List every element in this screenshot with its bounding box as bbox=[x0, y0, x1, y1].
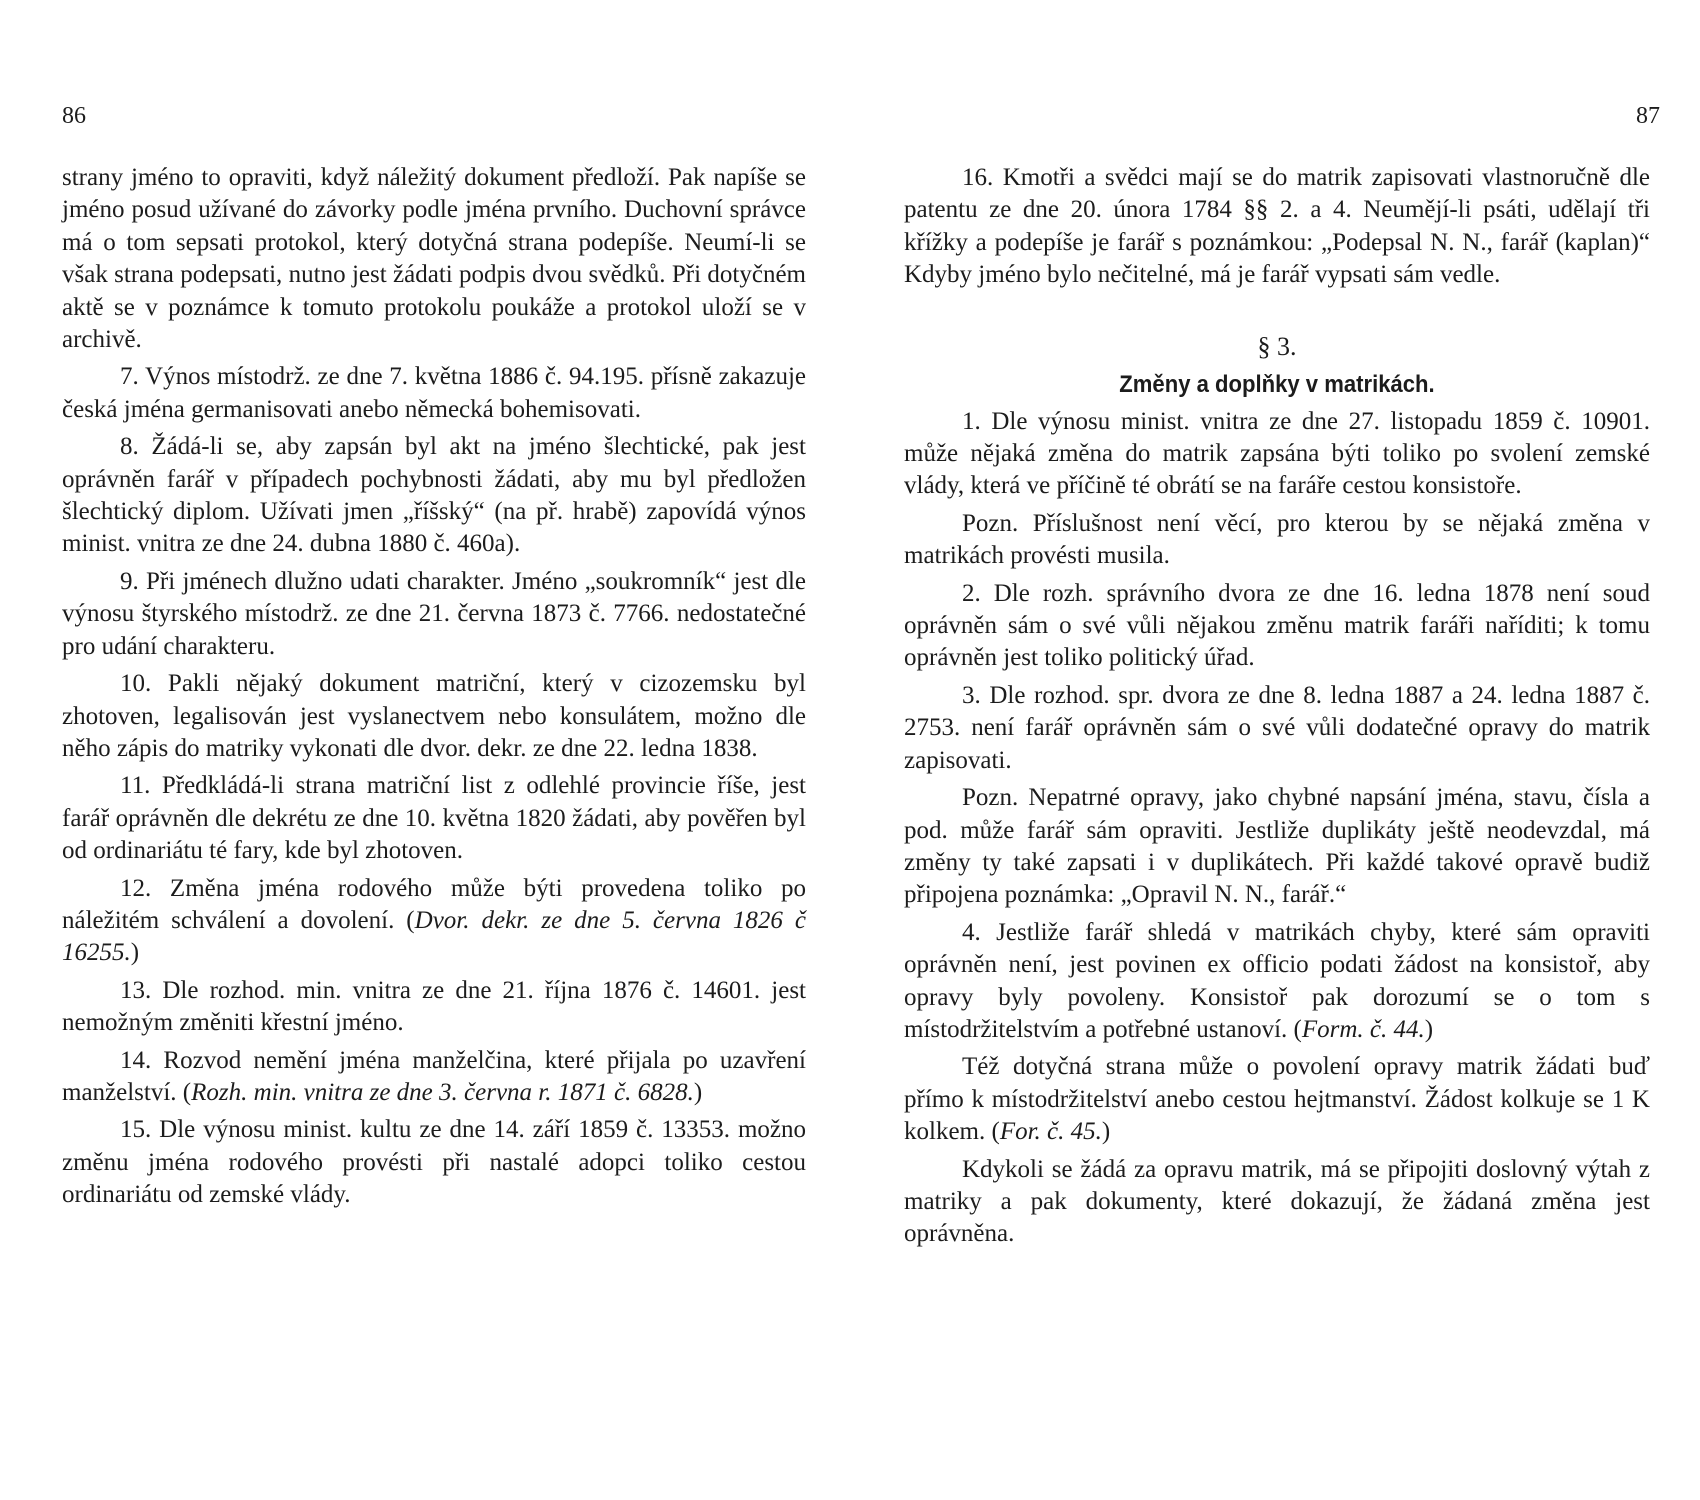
citation: Rozh. min. vnitra ze dne 3. června r. 1871 č. 6828. bbox=[191, 1078, 694, 1106]
note-paragraph: Pozn. Příslušnost není věcí, pro kterou by se nějaká změna v matrikách provésti musila. bbox=[904, 509, 1650, 570]
paragraph-10: 10. Pakli nějaký dokument matriční, který v cizozemsku byl zhotoven, legalisován jest vyslanectvem nebo konsulátem, možno dle něho zápis do matriky vykonati dle dvor. dekr. ze dne 22. ledna 1838. bbox=[62, 670, 806, 762]
paragraph-13: 13. Dle rozhod. min. vnitra ze dne 21. října 1876 č. 14601. jest nemožným změniti křestní jméno. bbox=[62, 976, 806, 1037]
citation: For. č. 45. bbox=[999, 1118, 1102, 1146]
paragraph-14-text: 14. Rozvod nemění jména manželčina, které přijala po uzavření manželství. ( bbox=[62, 1046, 806, 1106]
paragraph-tez-end: ) bbox=[1101, 1118, 1111, 1146]
paragraph-16: 16. Kmotři a svědci mají se do matrik zapisovati vlastnoručně dle patentu ze dne 20. února 1784 §§ 2. a 4. Neumějí-li psáti, udělají tři křížky a podepíše je farář s poznámkou: „Podepsal N. N., farář (kaplan)“ Kdyby jméno bylo nečitelné, má je farář vypsati sám vedle. bbox=[904, 164, 1650, 289]
note-paragraph: Pozn. Nepatrné opravy, jako chybné napsání jména, stavu, čísla a pod. může farář sám opraviti. Jestliže duplikáty ještě neodevzdal, má změny ty také zapsati i v duplikátech. Při každé takové opravě budiž připojena poznámka: „Opravil N. N., farář.“ bbox=[904, 784, 1650, 909]
paragraph-14 bbox=[62, 1045, 806, 1110]
paragraph-12-text: 12. Změna jména rodového může býti provedena toliko po náležitém schválení a dovolení. ( bbox=[62, 874, 806, 934]
left-column bbox=[62, 162, 806, 1217]
paragraph-12-end: ) bbox=[130, 939, 140, 967]
paragraph-s1: 1. Dle výnosu minist. vnitra ze dne 27. listopadu 1859 č. 10901. může nějaká změna do matrik zapsána býti toliko po svolení zemské vlády, která ve příčině té obrátí se na faráře cestou konsistoře. bbox=[904, 407, 1650, 500]
citation: Form. č. 44. bbox=[1301, 1015, 1425, 1043]
paragraph-15: 15. Dle výnosu minist. kultu ze dne 14. září 1859 č. 13353. možno změnu jména rodového provésti při nastalé adopci toliko cestou ordinariátu od zemské vlády. bbox=[62, 1116, 806, 1209]
paragraph-12 bbox=[62, 873, 806, 970]
paragraph-tez-text: Též dotyčná strana může o povolení opravy matrik žádati buď přímo k místodržitelství anebo cestou hejtmanství. Žádost kolkuje se 1 K kolkem. ( bbox=[904, 1053, 1650, 1146]
right-page bbox=[850, 0, 1700, 1500]
paragraph-tez bbox=[904, 1051, 1650, 1148]
page-number-left: 86 bbox=[62, 103, 86, 129]
paragraph-s2: 2. Dle rozh. správního dvora ze dne 16. ledna 1878 není soud oprávněn sám o své vůli nějakou změnu matrik faráři naříditi; k tomu oprávněn jest toliko politický úřad. bbox=[904, 579, 1650, 672]
paragraph-8: 8. Žádá-li se, aby zapsán byl akt na jméno šlechtické, pak jest oprávněn farář v případech pochybnosti žádati, aby mu byl předložen šlechtický diplom. Užívati jmen „říšský“ (na př. hrabě) zapovídá výnos minist. vnitra ze dne 24. dubna 1880 č. 460a). bbox=[62, 433, 806, 558]
paragraph-11: 11. Předkládá-li strana matriční list z odlehlé provincie říše, jest farář oprávněn dle dekrétu ze dne 10. května 1820 žádati, aby pověřen byl od ordinariátu té fary, kde byl zhotoven. bbox=[62, 772, 806, 865]
right-column bbox=[904, 162, 1650, 1256]
paragraph-last: Kdykoli se žádá za opravu matrik, má se připojiti doslovný výtah z matriky a pak dokumenty, které dokazují, že žádaná změna jest oprávněna. bbox=[904, 1155, 1650, 1248]
paragraph: strany jméno to opraviti, když náležitý dokument předloží. Pak napíše se jméno posud užívané do závorky podle jména prvního. Duchovní správce má o tom sepsati protokol, který dotyčná strana podepíše. Neumí-li se však strana podepsati, nutno jest žádati podpis dvou svědků. Při dotyčném aktě se v poznámce k tomuto protokolu poukáže a protokol uloží se v archivě. bbox=[62, 164, 806, 354]
paragraph-7: 7. Výnos místodrž. ze dne 7. května 1886 č. 94.195. přísně zakazuje česká jména germanisovati anebo německá bohemisovati. bbox=[62, 363, 806, 423]
paragraph-14-end: ) bbox=[693, 1078, 703, 1106]
paragraph-s3: 3. Dle rozhod. spr. dvora ze dne 8. ledna 1887 a 24. ledna 1887 č. 2753. není farář oprávněn sám o své vůli dodatečné opravy do matrik zapisovati. bbox=[904, 681, 1650, 774]
page-number-right: 87 bbox=[1636, 103, 1660, 129]
paragraph-s4-text: 4. Jestliže farář shledá v matrikách chyby, které sám opraviti oprávněn není, jest povinen ex officio podati žádost na konsistoř, aby opravy byly povoleny. Konsistoř pak dorozumí se o tom s místodržitelstvím a potřebné ustanoví. ( bbox=[904, 918, 1650, 1043]
section-title: Změny a doplňky v matrikách. bbox=[1119, 370, 1435, 398]
citation: Dvor. dekr. ze dne 5. června 1826 č 16255. bbox=[62, 906, 806, 967]
paragraph-s4 bbox=[904, 917, 1650, 1047]
paragraph-s4-end: ) bbox=[1424, 1015, 1434, 1043]
section-mark: § 3. bbox=[1257, 331, 1297, 361]
paragraph-9: 9. Při jménech dlužno udati charakter. Jméno „soukromník“ jest dle výnosu štyrského místodrž. ze dne 21. června 1873 č. 7766. nedostatečné pro udání charakteru. bbox=[62, 567, 806, 660]
